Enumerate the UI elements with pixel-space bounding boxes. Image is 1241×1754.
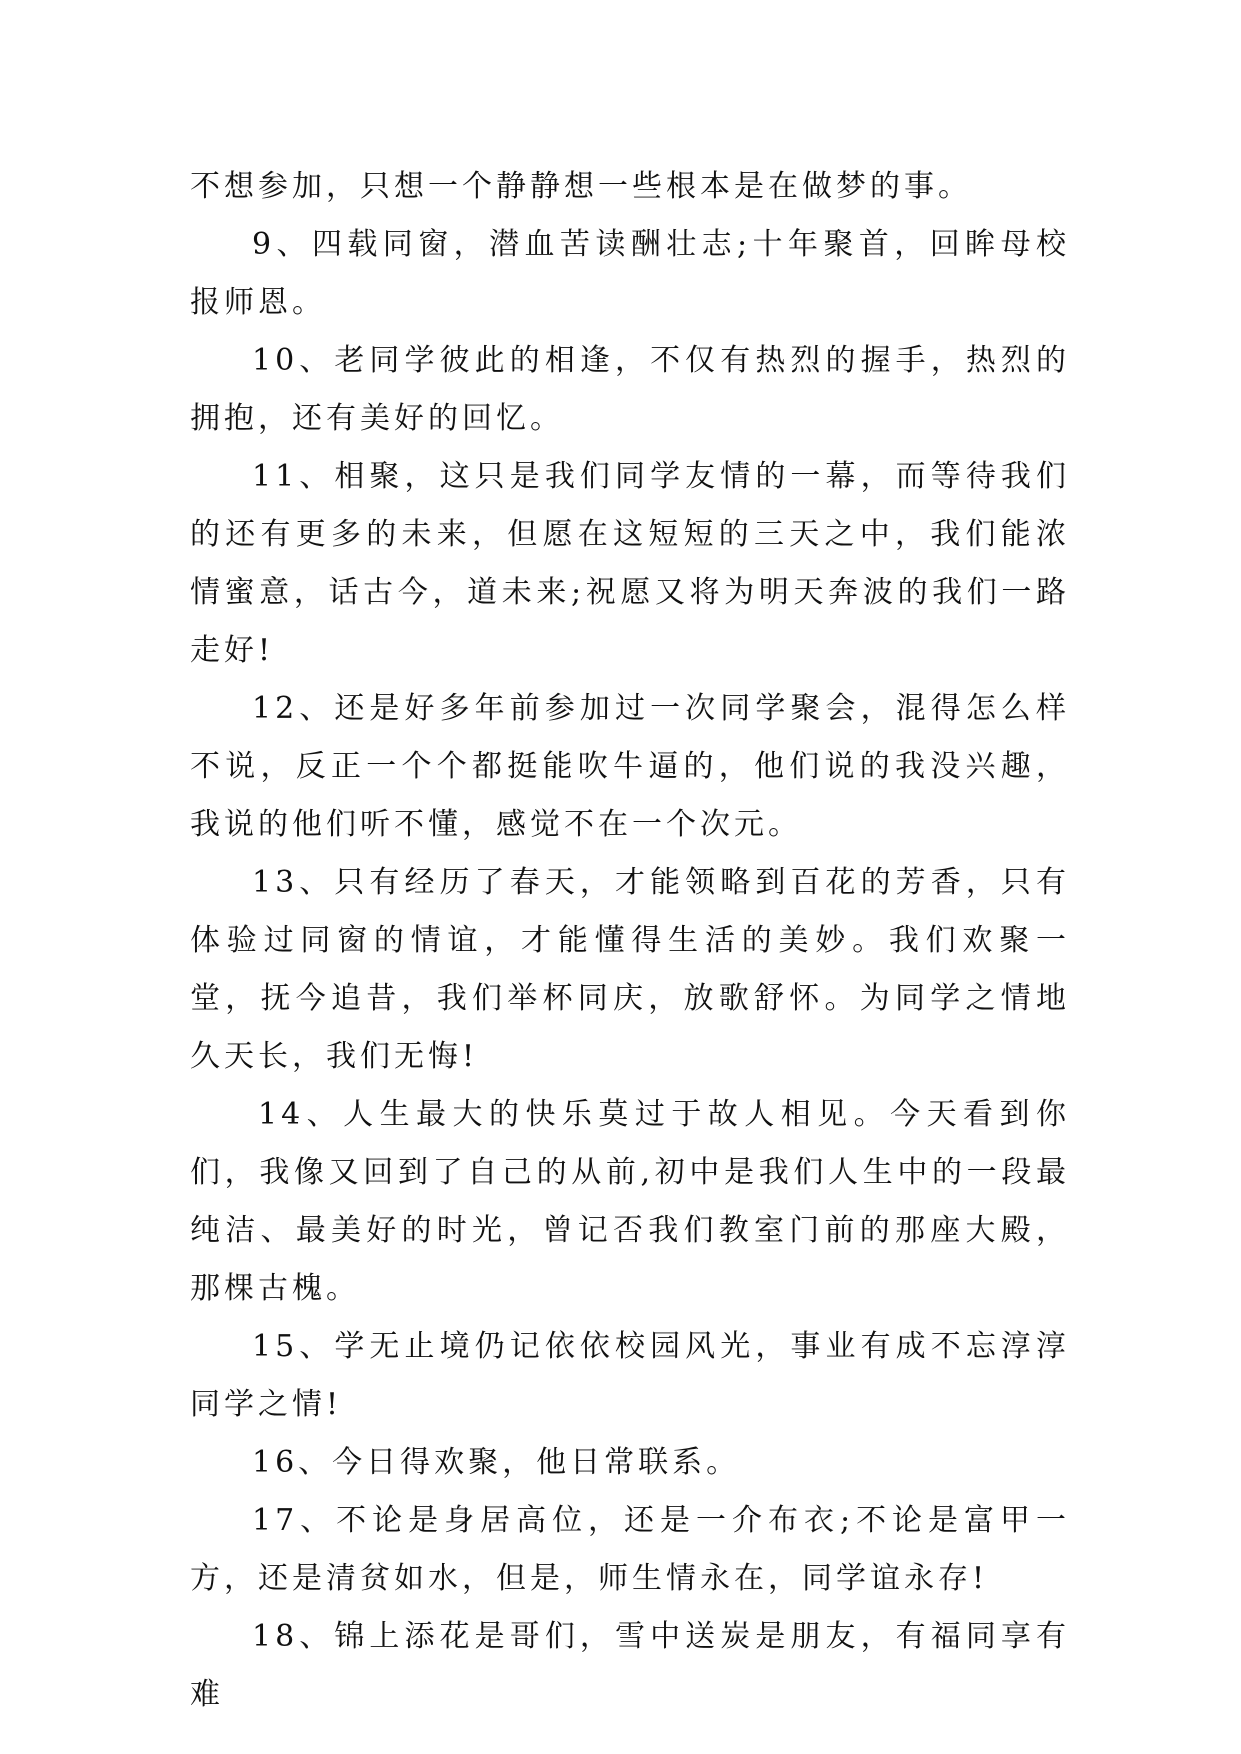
document-body: [190, 158, 1070, 1724]
paragraph-item-15: 15、学无止境仍记依依校园风光，事业有成不忘淳淳同学之情!: [190, 1329, 1070, 1422]
paragraph-item-16: 16、今日得欢聚，他日常联系。: [252, 1445, 741, 1480]
paragraph-item-9: 9、四载同窗，潜血苦读酬壮志;十年聚首，回眸母校报师恩。: [190, 227, 1070, 320]
paragraph-continuation: 不想参加，只想一个静静想一些根本是在做梦的事。: [190, 169, 972, 204]
paragraph-item-18: 18、锦上添花是哥们，雪中送炭是朋友，有福同享有难: [190, 1619, 1070, 1712]
paragraph-item-14: 14、人生最大的快乐莫过于故人相见。今天看到你们，我像又回到了自己的从前,初中是我们人生中的一段最纯洁、最美好的时光，曾记否我们教室门前的那座大殿，那棵古槐。: [190, 1097, 1070, 1306]
paragraph-item-17: 17、不论是身居高位，还是一介布衣;不论是富甲一方，还是清贫如水，但是，师生情永在，同学谊永存!: [190, 1503, 1070, 1596]
paragraph-item-10: 10、老同学彼此的相逢，不仅有热烈的握手，热烈的拥抱，还有美好的回忆。: [190, 343, 1070, 436]
paragraph-item-11: 11、相聚，这只是我们同学友情的一幕，而等待我们的还有更多的未来，但愿在这短短的三天之中，我们能浓情蜜意，话古今，道未来;祝愿又将为明天奔波的我们一路走好!: [190, 459, 1070, 668]
paragraph-item-12: 12、还是好多年前参加过一次同学聚会，混得怎么样不说，反正一个个都挺能吹牛逼的，他们说的我没兴趣，我说的他们听不懂，感觉不在一个次元。: [190, 691, 1070, 842]
paragraph-item-13: 13、只有经历了春天，才能领略到百花的芳香，只有体验过同窗的情谊，才能懂得生活的美妙。我们欢聚一堂，抚今追昔，我们举杯同庆，放歌舒怀。为同学之情地久天长，我们无悔!: [190, 865, 1070, 1074]
